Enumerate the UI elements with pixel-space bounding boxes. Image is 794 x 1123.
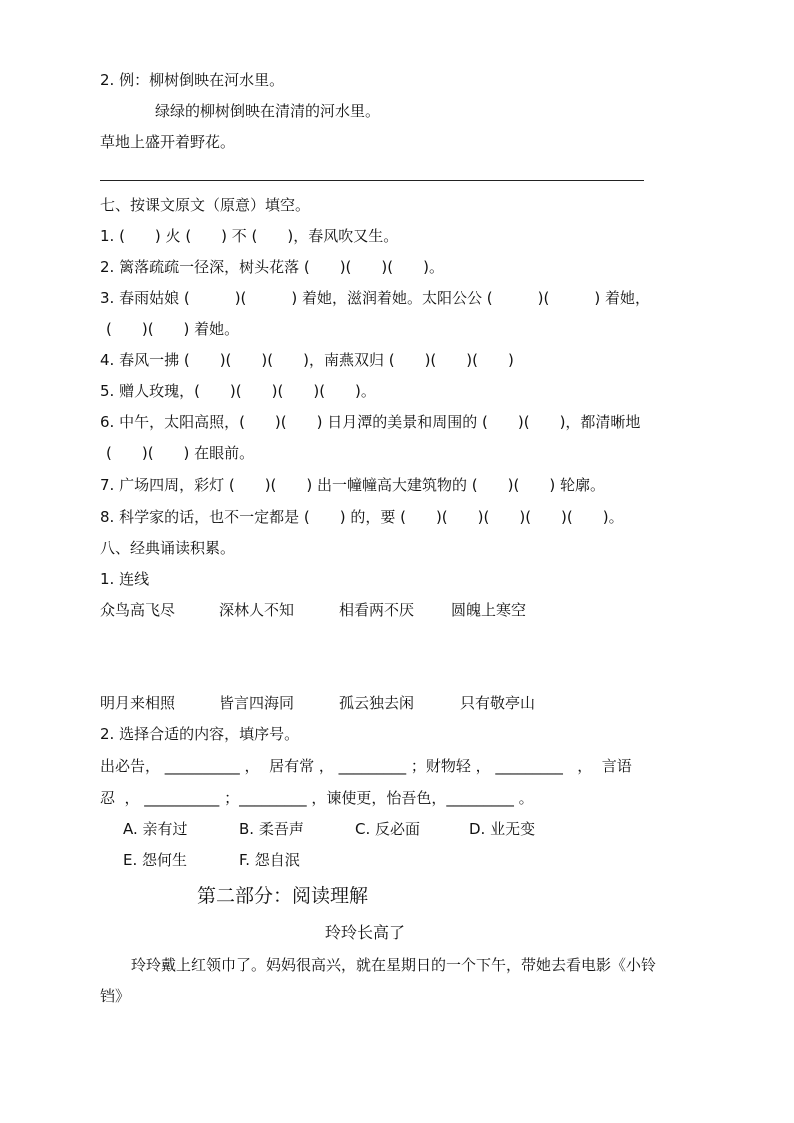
section-7-item-3: 3. 春雨姑娘 ( )( ) 着她，滋润着她。太阳公公 ( )( ) 着她， <box>100 289 650 307</box>
section-7-item-3-cont: ( )( ) 着她。 <box>106 320 240 338</box>
question-2-task: 草地上盛开着野花。 <box>100 133 236 151</box>
story-title: 玲玲长高了 <box>325 923 406 942</box>
fill-blank-line-2: 忍 ， __________ ；_________ ，谏使更，怡吾色，_________ 。 <box>100 789 534 807</box>
story-paragraph-line-2: 铛》 <box>100 987 131 1005</box>
section-7-item-6: 6. 中午，太阳高照，( )( ) 日月潭的美景和周围的 ( )( )，都清晰地 <box>100 413 641 431</box>
section-8-sub-1: 1. 连线 <box>100 570 150 588</box>
poem-line-top-1: 众鸟高飞尽 <box>100 601 176 619</box>
poem-line-top-2: 深林人不知 <box>219 601 295 619</box>
poem-line-bottom-4: 只有敬亭山 <box>460 694 536 712</box>
option-c: C. 反必面 <box>355 820 421 838</box>
question-2-example-answer: 绿绿的柳树倒映在清清的河水里。 <box>155 102 381 120</box>
option-b: B. 柔吾声 <box>239 820 304 838</box>
section-7-item-6-cont: ( )( ) 在眼前。 <box>106 444 255 462</box>
option-d: D. 业无变 <box>469 820 536 838</box>
poem-line-bottom-1: 明月来相照 <box>100 694 176 712</box>
section-7-item-5: 5. 赠人玫瑰，( )( )( )( )。 <box>100 382 376 400</box>
option-e: E. 怨何生 <box>123 851 188 869</box>
section-7-item-2: 2. 篱落疏疏一径深，树头花落 ( )( )( )。 <box>100 258 444 276</box>
story-paragraph-line-1: 玲玲戴上红领巾了。妈妈很高兴，就在星期日的一个下午，带她去看电影《小铃 <box>131 956 657 974</box>
section-7-item-8: 8. 科学家的话，也不一定都是 ( ) 的，要 ( )( )( )( )( )。 <box>100 508 624 526</box>
answer-line <box>100 180 644 181</box>
section-7-item-1: 1. ( ) 火 ( ) 不 ( )，春风吹又生。 <box>100 227 399 245</box>
section-7-item-7: 7. 广场四周，彩灯 ( )( ) 出一幢幢高大建筑物的 ( )( ) 轮廓。 <box>100 476 605 494</box>
section-7-heading: 七、按课文原文（原意）填空。 <box>100 196 311 214</box>
section-7-item-4: 4. 春风一拂 ( )( )( )，南燕双归 ( )( )( ) <box>100 351 514 369</box>
poem-line-bottom-2: 皆言四海同 <box>219 694 295 712</box>
question-2-example: 2. 例：柳树倒映在河水里。 <box>100 71 285 89</box>
fill-blank-line-1: 出必告， __________ ， 居有常 ， _________ ；财物轻 ， _________ ， 言语 <box>100 757 632 775</box>
section-8-heading: 八、经典诵读积累。 <box>100 539 236 557</box>
section-8-sub-2: 2. 选择合适的内容，填序号。 <box>100 725 300 743</box>
option-a: A. 亲有过 <box>123 820 188 838</box>
poem-line-top-3: 相看两不厌 <box>339 601 415 619</box>
poem-line-bottom-3: 孤云独去闲 <box>339 694 415 712</box>
poem-line-top-4: 圆魄上寒空 <box>451 601 527 619</box>
part-2-heading: 第二部分：阅读理解 <box>197 885 369 907</box>
option-f: F. 怨自泯 <box>239 851 300 869</box>
